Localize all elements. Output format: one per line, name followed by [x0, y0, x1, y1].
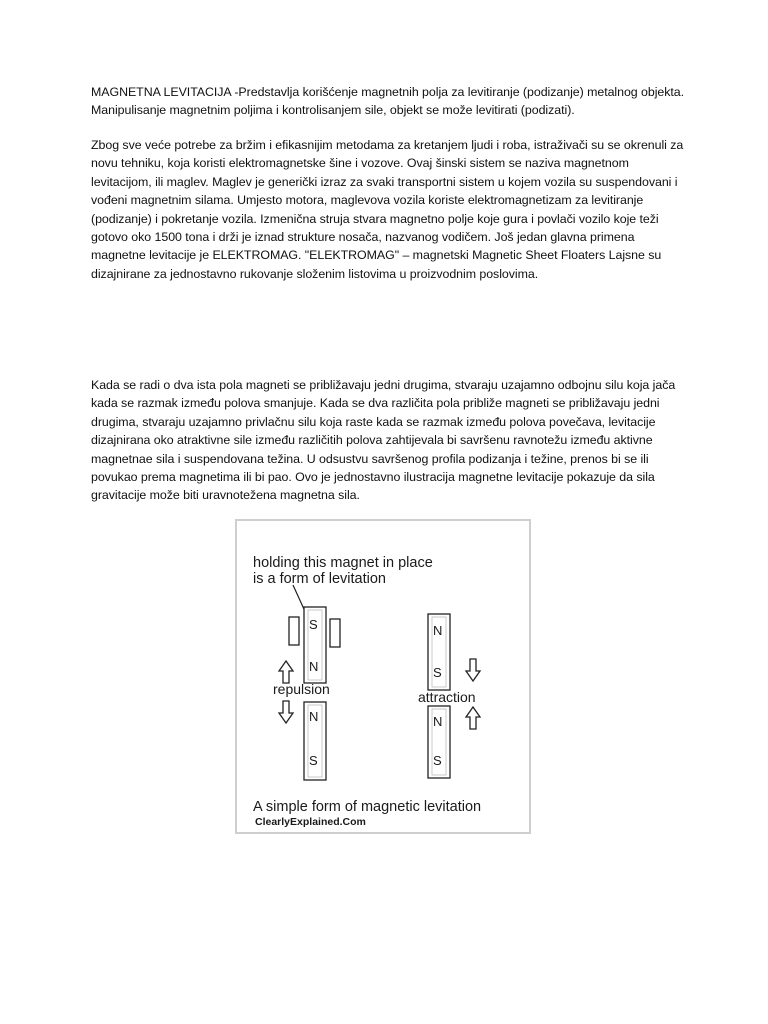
pole-label-n-lower-left: N: [309, 709, 319, 724]
pole-label-n-upper-left: N: [309, 659, 319, 674]
figure-title: A simple form of magnetic levitation: [253, 799, 482, 815]
up-arrow-left: [279, 661, 293, 683]
repulsion-label: repulsion: [273, 681, 330, 697]
pole-label-n-upper-right: N: [433, 623, 443, 638]
paragraph-intro: MAGNETNA LEVITACIJA -Predstavlja korišćenje magnetnih polja za levitiranje (podizanje) metalnog objekta. Manipulisanje magnetnim poljima i kontrolisanjem sile, objekt se može levitirati (podizati).: [91, 85, 685, 118]
levitation-diagram: [237, 521, 529, 832]
pole-label-s-upper-right: S: [433, 665, 442, 680]
pole-label-s-lower-right: S: [433, 753, 442, 768]
pole-label-s-lower-left: S: [309, 753, 318, 768]
down-arrow-right: [466, 659, 480, 681]
pole-label-n-lower-right: N: [433, 714, 443, 729]
figure-caption-line2: is a form of levitation: [253, 571, 386, 587]
paragraph-maglev: Zbog sve veće potrebe za bržim i efikasnijim metodama za kretanjem ljudi i roba, istraživači su se okrenuli za novu tehniku, koja koristi elektromagnetske šine i vozove. Ovaj šinski sistem se naziva magnetnom levitacijom, ili maglev. Maglev je generički izraz za svaki transportni sistem u kojem vozila su suspendovani i vođeni magnetnim silama. Umjesto motora, maglevova vozila koriste elektromagnetizam za levitiranje (podizanje) i pokretanje vozila. Izmenična struja stvara magnetno polje koje gura i povlači vozilo koje teži gotovo oko 1500 tona i drži je iznad strukture nosača, nazvanog vodičem. Još jedan glavna primena magnetne levitacije je ELEKTROMAG. "ELEKTROMAG" – magnetski Magnetic Sheet Floaters Lajsne su dizajnirane za jednostavno rukovanje složenim listovima u proizvodnim poslovima.: [91, 138, 684, 281]
pole-label-s-upper-left: S: [309, 617, 318, 632]
figure-credit: ClearlyExplained.Com: [255, 816, 366, 828]
guide-block-left: [289, 617, 299, 645]
guide-block-right: [330, 619, 340, 647]
down-arrow-left: [279, 701, 293, 723]
levitation-figure: [235, 519, 531, 834]
up-arrow-right: [466, 707, 480, 729]
paragraph-poles: Kada se radi o dva ista pola magneti se približavaju jedni drugima, stvaraju uzajamno odbojnu silu koja jača kada se razmak između polova smanjuje. Kada se dva različita pola približe magneti se približavaju jedni drugima, stvaraju uzajamno privlačnu silu koja raste kada se razmak između polova povečava, levitacije dizajnirana oko atraktivne sile između različitih polova zahtijevala bi savršenu ravnotežu između aktivne magnetnae sila i suspendovana težina. U odsustvu savršenog profila podizanja i težine, prenos bi se ili povukao prema magnetima ili bi pao. Ovo je jednostavno ilustracija magnetne levitacije pokazuje da sila gravitacije može biti uravnotežena magnetna sila.: [91, 378, 676, 503]
figure-caption-line1: holding this magnet in place: [253, 555, 433, 571]
attraction-label: attraction: [418, 689, 476, 705]
